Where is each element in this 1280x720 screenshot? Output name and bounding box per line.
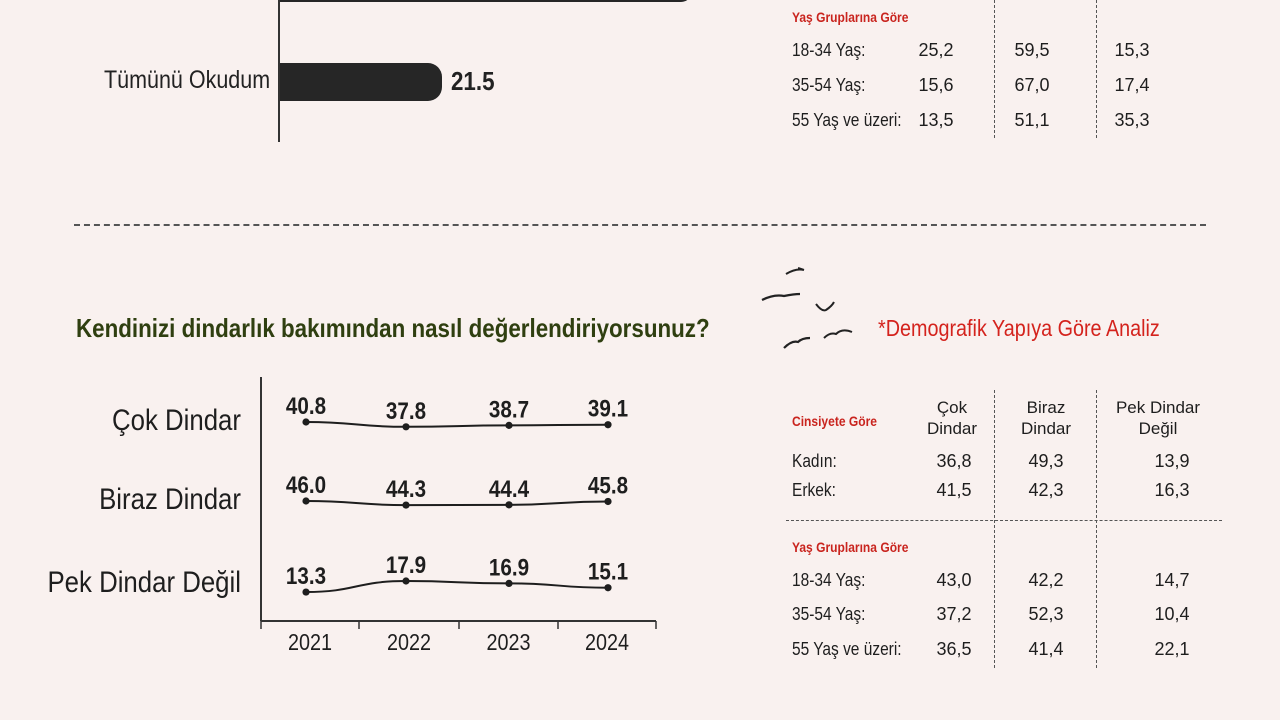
table-cell: 67,0: [1014, 75, 1050, 95]
table-row-label: [792, 604, 877, 625]
column-header-line: Biraz: [1026, 398, 1066, 417]
data-point: [505, 422, 512, 429]
table-row-label: [792, 480, 843, 501]
table-cell: 59,5: [1014, 40, 1050, 60]
table-cell: 42,3: [1028, 480, 1064, 500]
data-label: 16.9: [488, 553, 530, 581]
data-label: 44.4: [488, 475, 530, 503]
table-row-label-text: 35-54 Yaş:: [792, 604, 866, 624]
data-label: 17.9: [385, 551, 427, 579]
table-row-label: [792, 75, 877, 96]
series-label: Biraz Dindar: [99, 482, 241, 516]
series-line: [306, 581, 608, 592]
data-label: 13.3: [285, 562, 327, 590]
table-row-label: [792, 451, 844, 472]
data-point: [402, 577, 409, 584]
column-header-line: Çok: [936, 398, 968, 417]
table-cell: 22,1: [1154, 639, 1190, 659]
table-row-label-text: Erkek:: [792, 480, 836, 500]
series-line: [306, 422, 608, 427]
table-cell: 13,9: [1154, 451, 1190, 471]
table-cell: 51,1: [1014, 110, 1050, 130]
table-row-label: [792, 110, 919, 131]
demographic-table: [780, 390, 1230, 680]
table-row-label-text: 55 Yaş ve üzeri:: [792, 639, 902, 659]
table-divider: [1096, 0, 1097, 138]
data-point: [302, 418, 309, 425]
table-row-label-text: 18-34 Yaş:: [792, 570, 866, 590]
table-cell: 35,3: [1114, 110, 1150, 130]
data-point: [505, 580, 512, 587]
data-point: [604, 421, 611, 428]
table-cell: 52,3: [1028, 604, 1064, 624]
table-cell: 15,3: [1114, 40, 1150, 60]
column-header-line: Pek Dindar: [1115, 398, 1201, 417]
data-label: 44.3: [385, 475, 427, 503]
data-point: [402, 501, 409, 508]
data-label: 40.8: [285, 392, 327, 420]
data-point: [302, 497, 309, 504]
birds-illustration: [758, 262, 858, 354]
data-label: 46.0: [285, 471, 327, 499]
data-label: 45.8: [587, 472, 629, 499]
table-cell: 14,7: [1154, 570, 1190, 590]
demographic-note: *Demografik Yapıya Göre Analiz: [878, 315, 1160, 341]
table-cell: 36,8: [936, 451, 972, 471]
data-label: 37.8: [385, 397, 427, 425]
table-cell: 16,3: [1154, 480, 1190, 500]
x-tick-label: 2021: [288, 629, 332, 656]
table-section-header: Yaş Gruplarına Göre: [792, 9, 909, 25]
column-header-line: Dindar: [1020, 419, 1072, 438]
data-point: [505, 501, 512, 508]
table-cell: 49,3: [1028, 451, 1064, 471]
table-cell: 13,5: [918, 110, 954, 130]
table-column-header: [1098, 397, 1218, 439]
x-tick-label: 2022: [387, 629, 431, 656]
table-cell: 15,6: [918, 75, 954, 95]
table-row-label-text: Kadın:: [792, 451, 837, 471]
bar-value: 21.5: [451, 66, 495, 96]
series-label: Pek Dindar Değil: [47, 565, 241, 599]
x-tick-label: 2024: [585, 629, 629, 656]
data-point: [604, 498, 611, 505]
top-table: [780, 0, 1220, 140]
table-row-label-text: 18-34 Yaş:: [792, 40, 866, 60]
column-header-line: Değil: [1138, 419, 1178, 438]
table-row-divider: [786, 520, 1222, 521]
table-row-label: [792, 570, 877, 591]
bar-tumunu-okudum: [280, 63, 442, 101]
table-cell: 10,4: [1154, 604, 1190, 624]
data-point: [302, 588, 309, 595]
data-point: [604, 584, 611, 591]
table-row-label: [792, 40, 877, 61]
table-cell: 42,2: [1028, 570, 1064, 590]
section-divider: [74, 224, 1206, 226]
data-point: [402, 423, 409, 430]
table-row-label-text: 55 Yaş ve üzeri:: [792, 110, 902, 130]
table-row-label: [792, 639, 919, 660]
table-cell: 41,5: [936, 480, 972, 500]
table-column-header: [986, 397, 1106, 439]
table-cell: 25,2: [918, 40, 954, 60]
series-line: [306, 501, 608, 505]
question-title: Kendinizi dindarlık bakımından nasıl değerlendiriyorsunuz?: [76, 313, 710, 343]
table-divider: [994, 0, 995, 138]
series-label: Çok Dindar: [111, 403, 241, 437]
religiosity-line-chart: [0, 370, 700, 670]
table-row-label-text: 35-54 Yaş:: [792, 75, 866, 95]
column-header-line: Dindar: [926, 419, 978, 438]
data-label: 38.7: [488, 395, 530, 423]
table-cell: 37,2: [936, 604, 972, 624]
x-tick-label: 2023: [486, 629, 531, 656]
table-section-header: Cinsiyete Göre: [792, 413, 877, 429]
data-label: 39.1: [587, 395, 629, 423]
bar-label: Tümünü Okudum: [104, 66, 271, 94]
table-cell: 17,4: [1114, 75, 1150, 95]
table-section-header: Yaş Gruplarına Göre: [792, 539, 909, 555]
table-cell: 43,0: [936, 570, 972, 590]
table-cell: 41,4: [1028, 639, 1064, 659]
top-bar-chart: [0, 0, 760, 145]
data-label: 15.1: [587, 558, 629, 586]
bar-cropped: [280, 0, 692, 2]
table-cell: 36,5: [936, 639, 972, 659]
